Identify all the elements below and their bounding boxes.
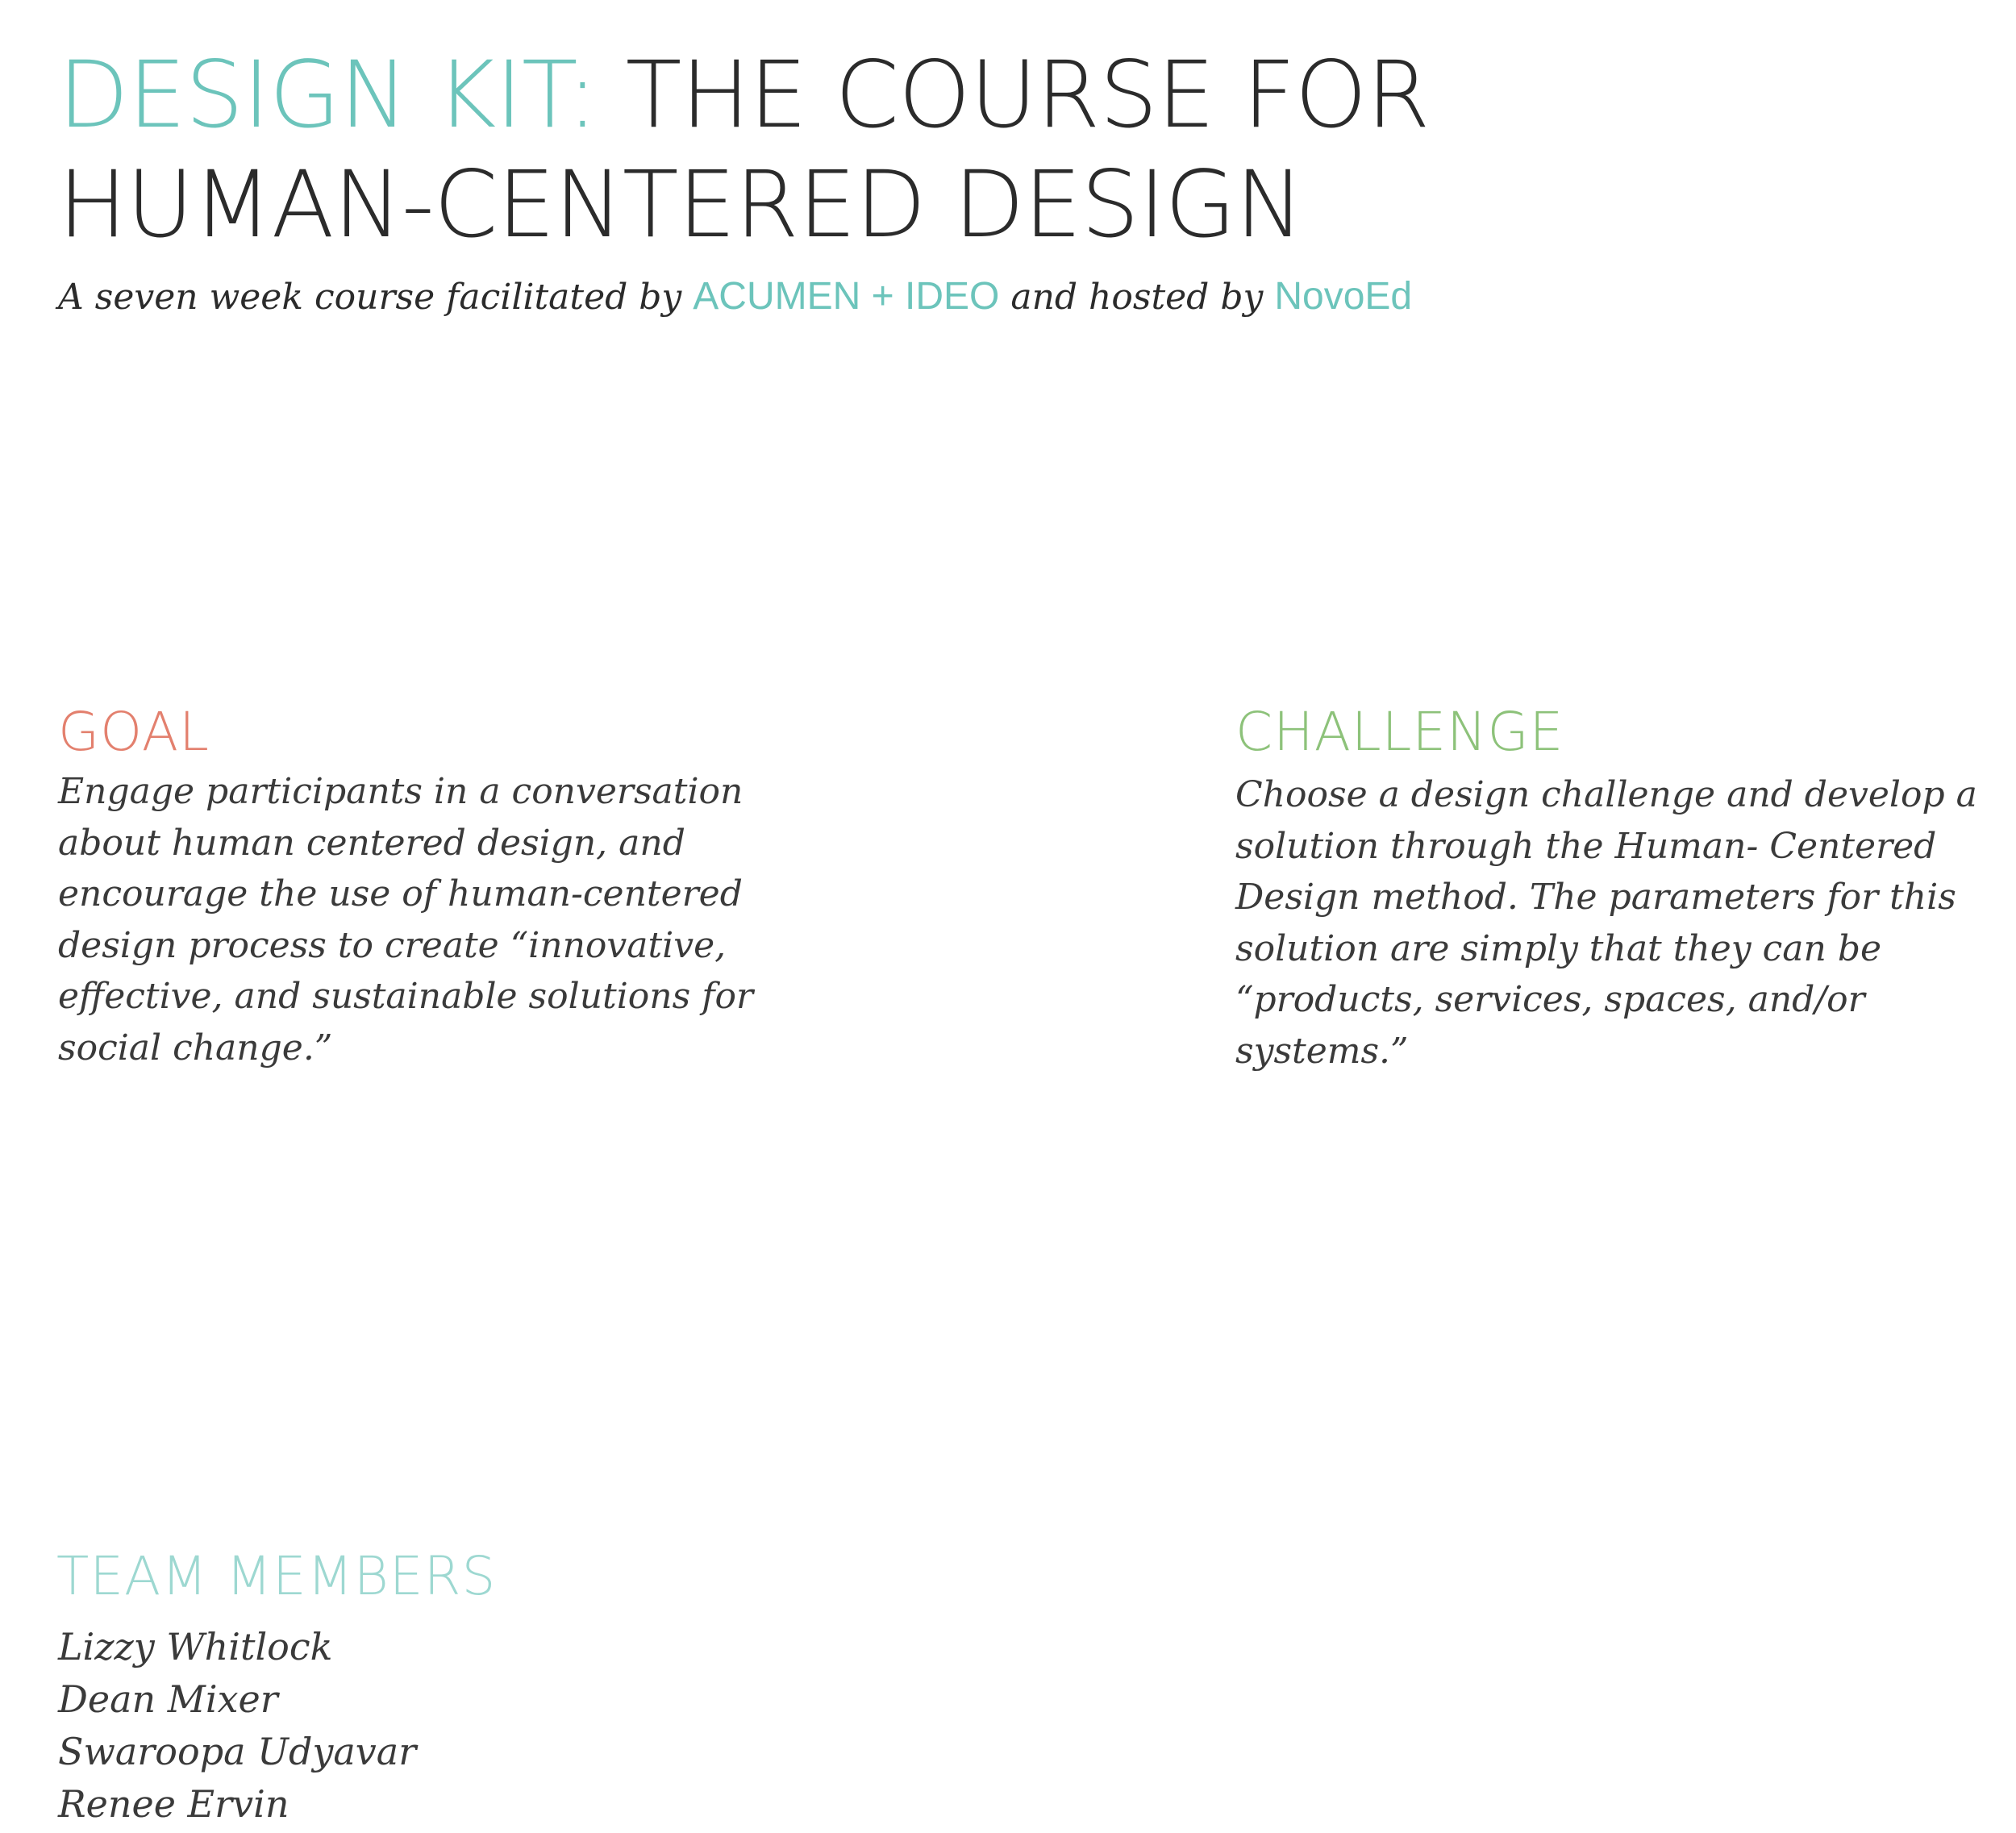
subtitle [58,269,1412,326]
subtitle-part1: A seven week course facilitated by [58,277,694,318]
goal-text: Engage participants in a conversation about human centered design, and encourage the use of human-centered design process to create “innovative, effective, and sustainable solutions for social change.” [58,771,753,1069]
team-member: Renee Ervin [58,1782,289,1826]
team-member: Lizzy Whitlock [58,1625,333,1668]
team-heading: TEAM MEMBERS [56,1545,497,1607]
team-member: Dean Mixer [58,1677,278,1721]
goal-heading: GOAL [58,701,210,763]
subtitle-host: NovoEd [1274,275,1413,318]
title-line2: HUMAN-CENTERED DESIGN [58,151,1304,258]
title-line1-rest: THE COURSE FOR [597,41,1430,148]
team-members-list [58,1621,416,1831]
challenge-heading: CHALLENGE [1235,701,1564,763]
title-accent: DESIGN KIT: [58,41,598,148]
team-member: Swaroopa Udyavar [58,1730,417,1773]
challenge-text: Choose a design challenge and develop a solution through the Human- Centered Design method. The parameters for this solution are simply that they can be “products, services, spaces, and/or systems.” [1235,774,1977,1072]
page-title [58,40,1430,260]
subtitle-part2: and hosted by [999,277,1275,318]
subtitle-partners: ACUMEN + IDEO [693,275,1000,318]
